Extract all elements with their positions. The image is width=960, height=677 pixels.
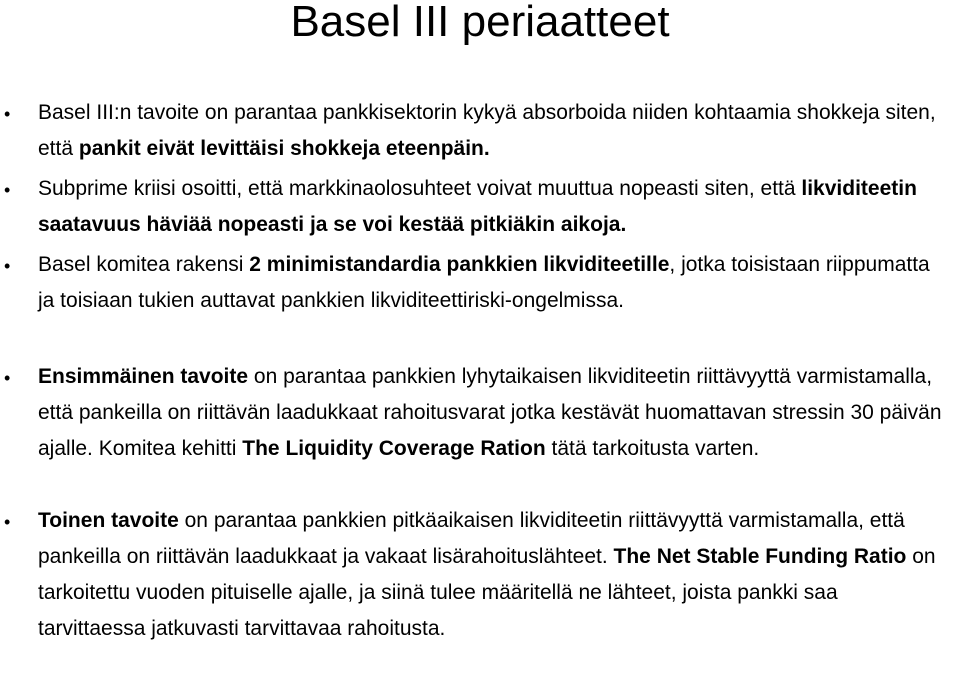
bullet-text-4 [38, 359, 950, 467]
bullet-text-segment: Subprime kriisi osoitti, että markkinaolosuhteet voivat muuttua nopeasti siten, että [38, 177, 802, 200]
bullet-text-3 [38, 247, 950, 319]
bullet-text-1 [38, 95, 950, 167]
bullet-emphasis: The Net Stable Funding Ratio [613, 545, 907, 568]
bullet-text-segment: on parantaa pankkien pitkäaikaisen likviditeetin riittävyyttä varmistamalla, että pankeilla on riittävän laadukkaat ja vakaat lisärahoituslähteet. [38, 509, 905, 568]
slide-title: Basel III periaatteet [290, 0, 670, 46]
bullet-emphasis: likviditeetin saatavuus häviää nopeasti ja se voi kestää pitkiäkin aikoja. [38, 177, 917, 236]
bullet-emphasis: pankit eivät levittäisi shokkeja eteenpäin. [78, 137, 490, 160]
bullet-emphasis: 2 minimistandardia pankkien likviditeetille [249, 253, 670, 276]
bullet-text-segment: Basel komitea rakensi [38, 253, 250, 276]
bullet-emphasis: Ensimmäinen tavoite [38, 365, 249, 388]
bullet-text-segment: on tarkoitettu vuoden pituiselle ajalle, ja siinä tulee määritellä ne lähteet, joista pankki saa tarvittaessa jatkuvasti tarvittavaa rahoitusta. [38, 545, 936, 640]
bullet-emphasis: Toinen tavoite [38, 509, 179, 532]
bullet-text-2 [38, 171, 950, 243]
bullet-marker: • [4, 104, 11, 124]
bullet-emphasis: The Liquidity Coverage Ration [242, 437, 546, 460]
bullet-text-segment: , jotka toisistaan riippumatta ja toisiaan tukien auttavat pankkien likviditeettiriski-ongelmissa. [38, 253, 930, 312]
bullet-marker: • [4, 256, 11, 276]
bullet-text-segment: on parantaa pankkien lyhytaikaisen likviditeetin riittävyyttä varmistamalla, että pankeilla on riittävän laadukkaat rahoitusvarat jotka kestävät huomattavan stressin 30 päivän ajalle. Komitea kehitti [38, 365, 942, 460]
bullet-text-segment: Basel III:n tavoite on parantaa pankkisektorin kykyä absorboida niiden kohtaamia shokkeja siten, että [38, 101, 936, 160]
bullet-text-segment: tätä tarkoitusta varten. [545, 437, 760, 460]
bullet-text-5 [38, 503, 950, 647]
bullet-marker: • [4, 512, 11, 532]
bullet-marker: • [4, 180, 11, 200]
bullet-marker: • [4, 368, 11, 388]
